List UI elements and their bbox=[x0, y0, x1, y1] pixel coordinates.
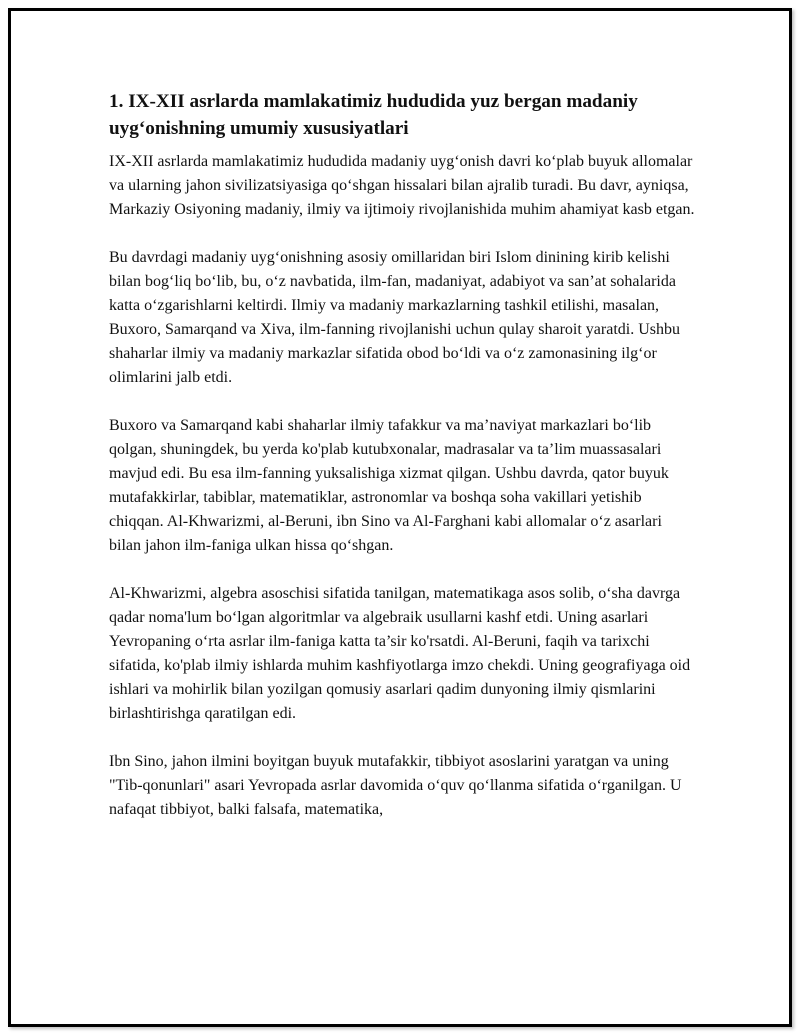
paragraph-1: IX-XII asrlarda mamlakatimiz hududida madaniy uyg‘onish davri ko‘plab buyuk allomalar va ularning jahon sivilizatsiyasiga qo‘shgan hissalari bilan ajralib turadi. Bu davr, ayniqsa, Markaziy Osiyoning madaniy, ilmiy va ijtimoiy rivojlanishida muhim ahamiyat kasb etgan. bbox=[109, 153, 695, 218]
section-title: 1. IX-XII asrlarda mamlakatimiz hududida yuz bergan madaniy uyg‘onishning umumiy xususiyatlari bbox=[109, 91, 638, 139]
paragraph-4: Al-Khwarizmi, algebra asoschisi sifatida tanilgan, matematikaga asos solib, o‘sha davrga qadar noma'lum bo‘lgan algoritmlar va algebraik usullarni kashf etdi. Uning asarlari Yevropaning o‘rta asrlar ilm-faniga katta ta’sir ko'rsatdi. Al-Beruni, faqih va tarixchi sifatida, ko'plab ilmiy ishlarda muhim kashfiyotlarga imzo chekdi. Uning geografiyaga oid ishlari va mohirlik bilan yozilgan qomusiy asarlari qadim dunyoning ilmiy qismlarini birlashtirishga qaratilgan edi. bbox=[109, 585, 691, 722]
paragraph-2: Bu davrdagi madaniy uyg‘onishning asosiy omillaridan biri Islom dinining kirib kelishi bilan bog‘liq bo‘lib, bu, o‘z navbatida, ilm-fan, madaniyat, adabiyot va san’at sohalarida katta o‘zgarishlarni keltirdi. Ilmiy va madaniy markazlarning tashkil etilishi, masalan, Buxoro, Samarqand va Xiva, ilm-fanning rivojlanishi uchun qulay sharoit yaratdi. Ushbu shaharlar ilmiy va madaniy markazlar sifatida obod bo‘ldi va o‘z zamonasining ilg‘or olimlarini jalb etdi. bbox=[109, 249, 680, 386]
paragraph-5: Ibn Sino, jahon ilmini boyitgan buyuk mutafakkir, tibbiyot asoslarini yaratgan va uning "Tib-qonunlari" asari Yevropada asrlar davomida o‘quv qo‘llanma sifatida o‘rganilgan. U nafaqat tibbiyot, balki falsafa, matematika, bbox=[109, 753, 682, 818]
paragraph-3: Buxoro va Samarqand kabi shaharlar ilmiy tafakkur va ma’naviyat markazlari bo‘lib qolgan, shuningdek, bu yerda ko'plab kutubxonalar, madrasalar va ta’lim muassasalari mavjud edi. Bu esa ilm-fanning yuksalishiga xizmat qilgan. Ushbu davrda, qator buyuk mutafakkirlar, tabiblar, matematiklar, astronomlar va boshqa soha vakillari yetishib chiqqan. Al-Khwarizmi, al-Beruni, ibn Sino va Al-Farghani kabi allomalar o‘z asarlari bilan jahon ilm-faniga ulkan hissa qo‘shgan. bbox=[109, 417, 669, 554]
document-body bbox=[109, 88, 695, 846]
